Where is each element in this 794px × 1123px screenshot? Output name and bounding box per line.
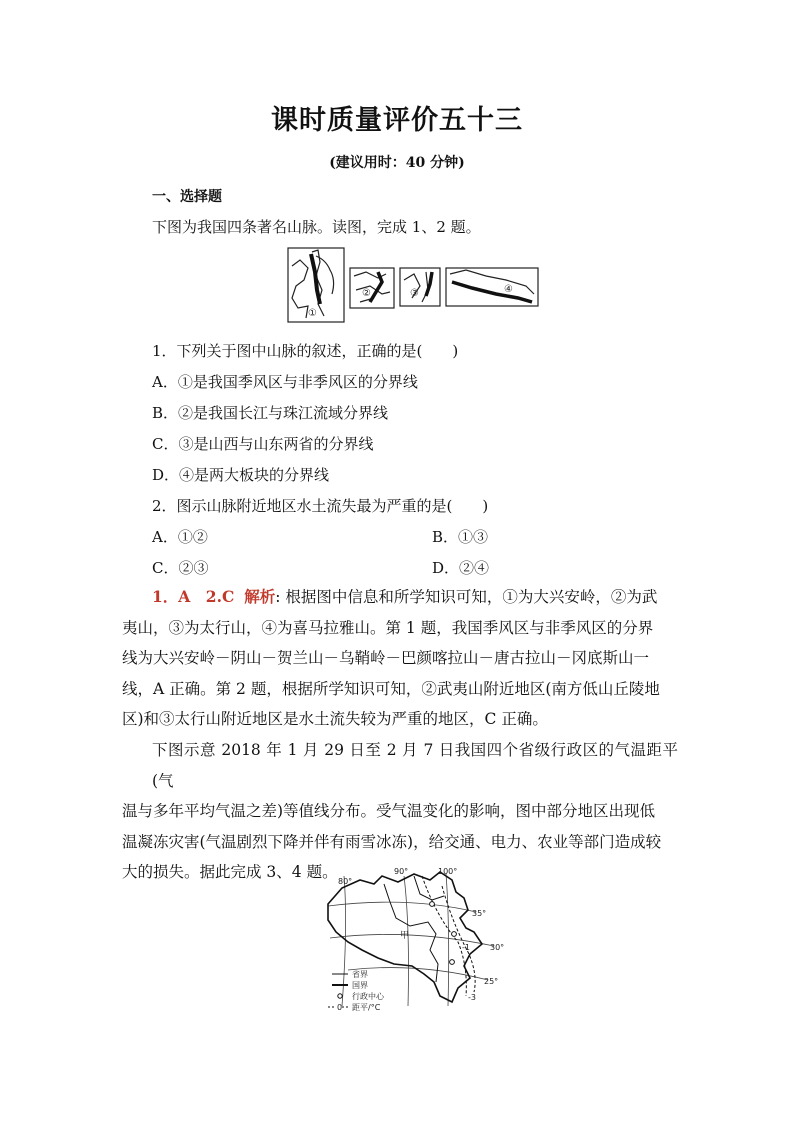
page-title: 课时质量评价五十三 <box>271 105 523 136</box>
isoline-label: -3 <box>468 993 476 1002</box>
legend-anomaly: 距平/°C <box>352 1003 381 1012</box>
admin-center <box>450 960 455 965</box>
question-2-option-b: B．①③ <box>432 528 489 546</box>
intro-2-line-4: 大的损失。据此完成 3、4 题。 <box>122 863 338 881</box>
question-2-option-c: C．②③ <box>152 559 209 577</box>
isoline-label: -1 <box>462 943 470 952</box>
intro-2-line-3: 温凝冻灾害(气温剧烈下降并伴有雨雪冰冻)，给交通、电力、农业等部门造成较 <box>122 832 662 851</box>
question-1-option-b: B．②是我国长江与珠江流域分界线 <box>152 404 389 422</box>
lat-label-25: 25° <box>484 977 499 986</box>
map-label-1: ① <box>308 308 317 319</box>
intro-2 <box>122 735 678 888</box>
analysis-text-5: 区)和③太行山附近地区是水土流失较为严重的地区，C 正确。 <box>122 710 548 728</box>
border-line <box>292 260 308 318</box>
lon-label-80: 80° <box>338 877 353 886</box>
lat-label-35: 35° <box>472 909 487 918</box>
intro-2-line-2: 温与多年平均气温之差)等值线分布。受气温变化的影响，图中部分地区出现低 <box>122 802 656 820</box>
figure-mountains <box>286 246 542 324</box>
section-heading: 一、选择题 <box>152 189 222 205</box>
analysis-label: 解析 <box>244 587 276 606</box>
place-label-jia: 甲 <box>400 931 410 941</box>
map-label-3: ③ <box>410 288 419 299</box>
legend-admin-center: 行政中心 <box>352 992 384 1001</box>
meridian-line <box>342 876 346 1006</box>
analysis-text-4: 线，A 正确。第 2 题，根据所学知识可知，②武夷山附近地区(南方低山丘陵地 <box>122 679 660 698</box>
meridian-line <box>446 874 449 1006</box>
question-2-option-d: D．②④ <box>432 559 490 577</box>
mountain-range-1 <box>311 254 320 304</box>
parallel-line <box>328 902 476 912</box>
admin-center <box>430 902 435 907</box>
mountain-range-4 <box>452 282 532 302</box>
question-1-option-c: C．③是山西与山东两省的分界线 <box>152 435 374 453</box>
border-line <box>450 270 534 294</box>
map-label-2: ② <box>362 288 371 299</box>
intro-1: 下图为我国四条著名山脉。读图，完成 1、2 题。 <box>152 218 481 236</box>
subtitle: (建议用时：40 分钟) <box>329 155 465 171</box>
analysis-text-1: : 根据图中信息和所学知识可知，①为大兴安岭，②为武 <box>275 588 658 606</box>
lon-label-100: 100° <box>438 867 458 876</box>
intro-2-line-1: 下图示意 2018 年 1 月 29 日至 2 月 7 日我国四个省级行政区的气温距平(气 <box>152 741 678 790</box>
answer-explanation <box>122 582 678 735</box>
map-label-4: ④ <box>504 284 513 295</box>
lon-label-90: 90° <box>394 867 409 876</box>
admin-center <box>452 932 457 937</box>
legend-country: 国界 <box>352 981 368 990</box>
meridian-line <box>404 876 409 1006</box>
legend-province: 省界 <box>352 970 368 979</box>
question-1-option-a: A．①是我国季风区与非季风区的分界线 <box>152 373 418 391</box>
legend-admin-center-icon <box>338 994 342 998</box>
question-2-stem: 2．图示山脉附近地区水土流失最为严重的是( ) <box>152 497 489 515</box>
analysis-text-2: 夷山，③为太行山，④为喜马拉雅山。第 1 题，我国季风区与非季风区的分界 <box>122 618 654 637</box>
answer-key: 1．A 2.C <box>152 587 235 606</box>
analysis-text-3: 线为大兴安岭－阴山－贺兰山－乌鞘岭－巴颜喀拉山－唐古拉山－冈底斯山一 <box>122 649 650 667</box>
question-2-option-a: A．①② <box>152 528 208 546</box>
lat-label-30: 30° <box>490 943 505 952</box>
legend-isoline-value: 0 <box>337 1003 343 1012</box>
question-1-stem: 1．下列关于图中山脉的叙述，正确的是( ) <box>152 342 459 360</box>
figure-temperature-map <box>318 866 518 1016</box>
question-1-option-d: D．④是两大板块的分界线 <box>152 466 330 484</box>
